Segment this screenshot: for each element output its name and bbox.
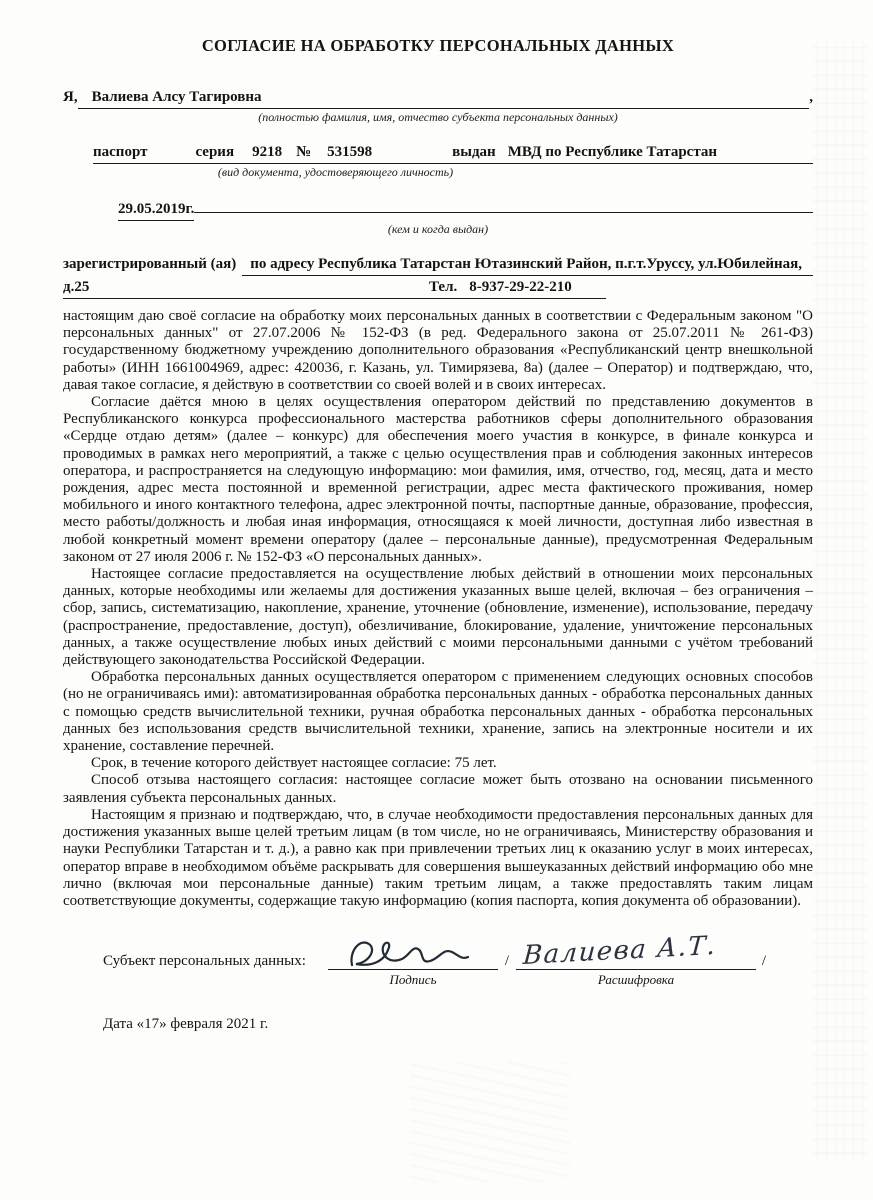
transcript-caption: Расшифровка xyxy=(597,972,675,988)
number-sign: № xyxy=(296,144,312,160)
subject-prefix: Я, xyxy=(63,89,78,105)
spacer xyxy=(498,972,516,988)
document-title: СОГЛАСИЕ НА ОБРАБОТКУ ПЕРСОНАЛЬНЫХ ДАННЫХ xyxy=(201,36,675,55)
consent-body xyxy=(63,308,813,910)
trailing-comma: , xyxy=(809,89,813,105)
scan-artifact xyxy=(410,1062,570,1182)
form-header xyxy=(63,86,813,299)
issued-label: выдан xyxy=(452,144,496,160)
date-line: Дата «17» февраля 2021 г. xyxy=(103,1016,269,1033)
issue-date-row xyxy=(63,198,813,221)
paragraph: Настоящее согласие предоставляется на осуществление любых действий в отношении моих персональных данных, которые необходимы или желаемы для достижения указанных выше целей, включая – без ограничения – сбор, запись, систематизацию, накопление, хранение, уточнение (обновление, изменение), использование, передачу (распространение, предоставление, доступ), обезличивание, блокирование, удаление, уничтожение персональных данных, а также осуществление любых иных действий с моими персональными данными с учётом требований действующего законодательства Российской Федерации. xyxy=(63,566,813,669)
subject-name: Валиева Алсу Тагировна xyxy=(91,89,262,105)
signature-caption: Подпись xyxy=(389,972,437,988)
date-row xyxy=(63,1016,813,1033)
passport-label: паспорт xyxy=(93,144,148,160)
address-value-1: Республика Татарстан Ютазинский Район, п.г.т.Уруссу, ул.Юбилейная, xyxy=(318,256,803,272)
handwritten-signature-icon xyxy=(342,933,474,973)
signature-line xyxy=(328,934,498,970)
address-row-2 xyxy=(63,276,813,299)
spacer xyxy=(63,972,328,988)
passport-row xyxy=(63,141,813,164)
issued-by-value: МВД по Республике Татарстан xyxy=(507,144,718,160)
signature-label-cell xyxy=(63,953,328,970)
paragraph: настоящим даю своё согласие на обработку моих персональных данных в соответствии с Федеральным законом "О персональных данных" от 27.07.2006 № 152-ФЗ (в ред. Федерального закона от 25.07.2011 № 261-ФЗ) государственному бюджетному учреждению дополнительного образования «Республиканский центр внешкольной работы» (ИНН 1661004969, адрес: 420036, г. Казань, ул. Тимирязева, 8а) (далее – Оператор) и подтверждаю, что, давая такое согласие, я действую в соответствии со своей волей и в своих интересах. xyxy=(63,308,813,393)
scan-artifact xyxy=(813,40,867,1160)
paragraph: Настоящим я признаю и подтверждаю, что, в случае необходимости предоставления персональных данных для достижения указанных выше целей третьим лицам (в том числе, но не ограничиваясь, Министерству образования и науки Республики Татарстан и т. д.), а равно как при привлечении третьих лиц к оказанию услуг в моих интересах, оператор вправе в необходимом объёме раскрывать для совершения вышеуказанных действий информацию обо мне лично (включая мои персональные данные) таким третьим лицам, а также предоставлять таким лицам соответствующие документы, содержащие такую информацию (копия паспорта, копия документа об образовании). xyxy=(63,806,813,909)
subject-name-row xyxy=(63,86,813,109)
transcript-line xyxy=(516,930,756,972)
series-label: серия xyxy=(195,144,235,160)
address-row-1 xyxy=(63,253,813,276)
indent xyxy=(63,1016,103,1033)
signature-transcript: Валиева А.Т. xyxy=(522,930,718,972)
signature-row xyxy=(63,930,813,972)
signature-captions xyxy=(63,972,813,988)
subject-caption: (полностью фамилия, имя, отчество субъекта персональных данных) xyxy=(258,110,618,124)
blank-fill xyxy=(194,212,813,213)
paragraph: Обработка персональных данных осуществляется оператором с применением следующих основных способов (но не ограничиваясь ими): автоматизированная обработка персональных данных - обработка персональных данных с помощью средств вычислительной техники, ручная обработка персональных данных - обработка персональных данных без использования средств вычислительной техники, хранение, запись на электронные носители и их хранение, составление перечней. xyxy=(63,669,813,755)
paragraph: Согласие даётся мною в целях осуществления оператором действий по представлению документов в Республиканского конкурса профессионального мастерства работников сферы дополнительного образования «Сердце отдаю детям» (далее – конкурс) для обеспечения моего участия в конкурсе, в финале конкурса и проводимых в рамках него мероприятий, а также с целью осуществления прав и соблюдения законных интересов оператора, и распространяется на следующую информацию: мои фамилия, имя, отчество, год, месяц, дата и место рождения, адрес места постоянной и временной регистрации, адрес места фактического проживания, номер мобильного и иного контактного телефона, адрес электронной почты, паспортные данные, образование, профессия, место работы/должность и любая иная информация, относящаяся к моей личности, доступная либо известная в любой конкретный момент времени оператору (далее – персональные данные), предусмотренная Федеральным законом от 27 июля 2006 г. № 152-ФЗ «О персональных данных». xyxy=(63,394,813,565)
separator-slash: / xyxy=(761,953,767,970)
phone-value: 8-937-29-22-210 xyxy=(469,279,572,295)
issue-caption: (кем и когда выдан) xyxy=(387,222,489,236)
phone-label: Тел. xyxy=(429,279,458,295)
passport-field xyxy=(93,141,813,164)
issue-date-value: 29.05.2019г. xyxy=(118,198,194,221)
number-value: 531598 xyxy=(327,144,373,160)
paragraph: Срок, в течение которого действует настоящее согласие: 75 лет. xyxy=(91,755,497,772)
address-field xyxy=(242,253,813,276)
signature-label: Субъект персональных данных: xyxy=(103,953,306,970)
passport-caption: (вид документа, удостоверяющего личность) xyxy=(217,165,454,179)
separator-slash: / xyxy=(504,953,510,970)
registered-label: зарегистрированный (ая) xyxy=(63,256,237,272)
by-address-label: по адресу xyxy=(250,256,315,272)
address-value-2: д.25 xyxy=(63,276,429,299)
phone-field xyxy=(429,276,606,299)
subject-name-field xyxy=(78,86,810,109)
paragraph: Способ отзыва настоящего согласия: настоящее согласие может быть отозвано на основании письменного заявления субъекта персональных данных. xyxy=(63,772,813,806)
series-value: 9218 xyxy=(252,144,283,160)
